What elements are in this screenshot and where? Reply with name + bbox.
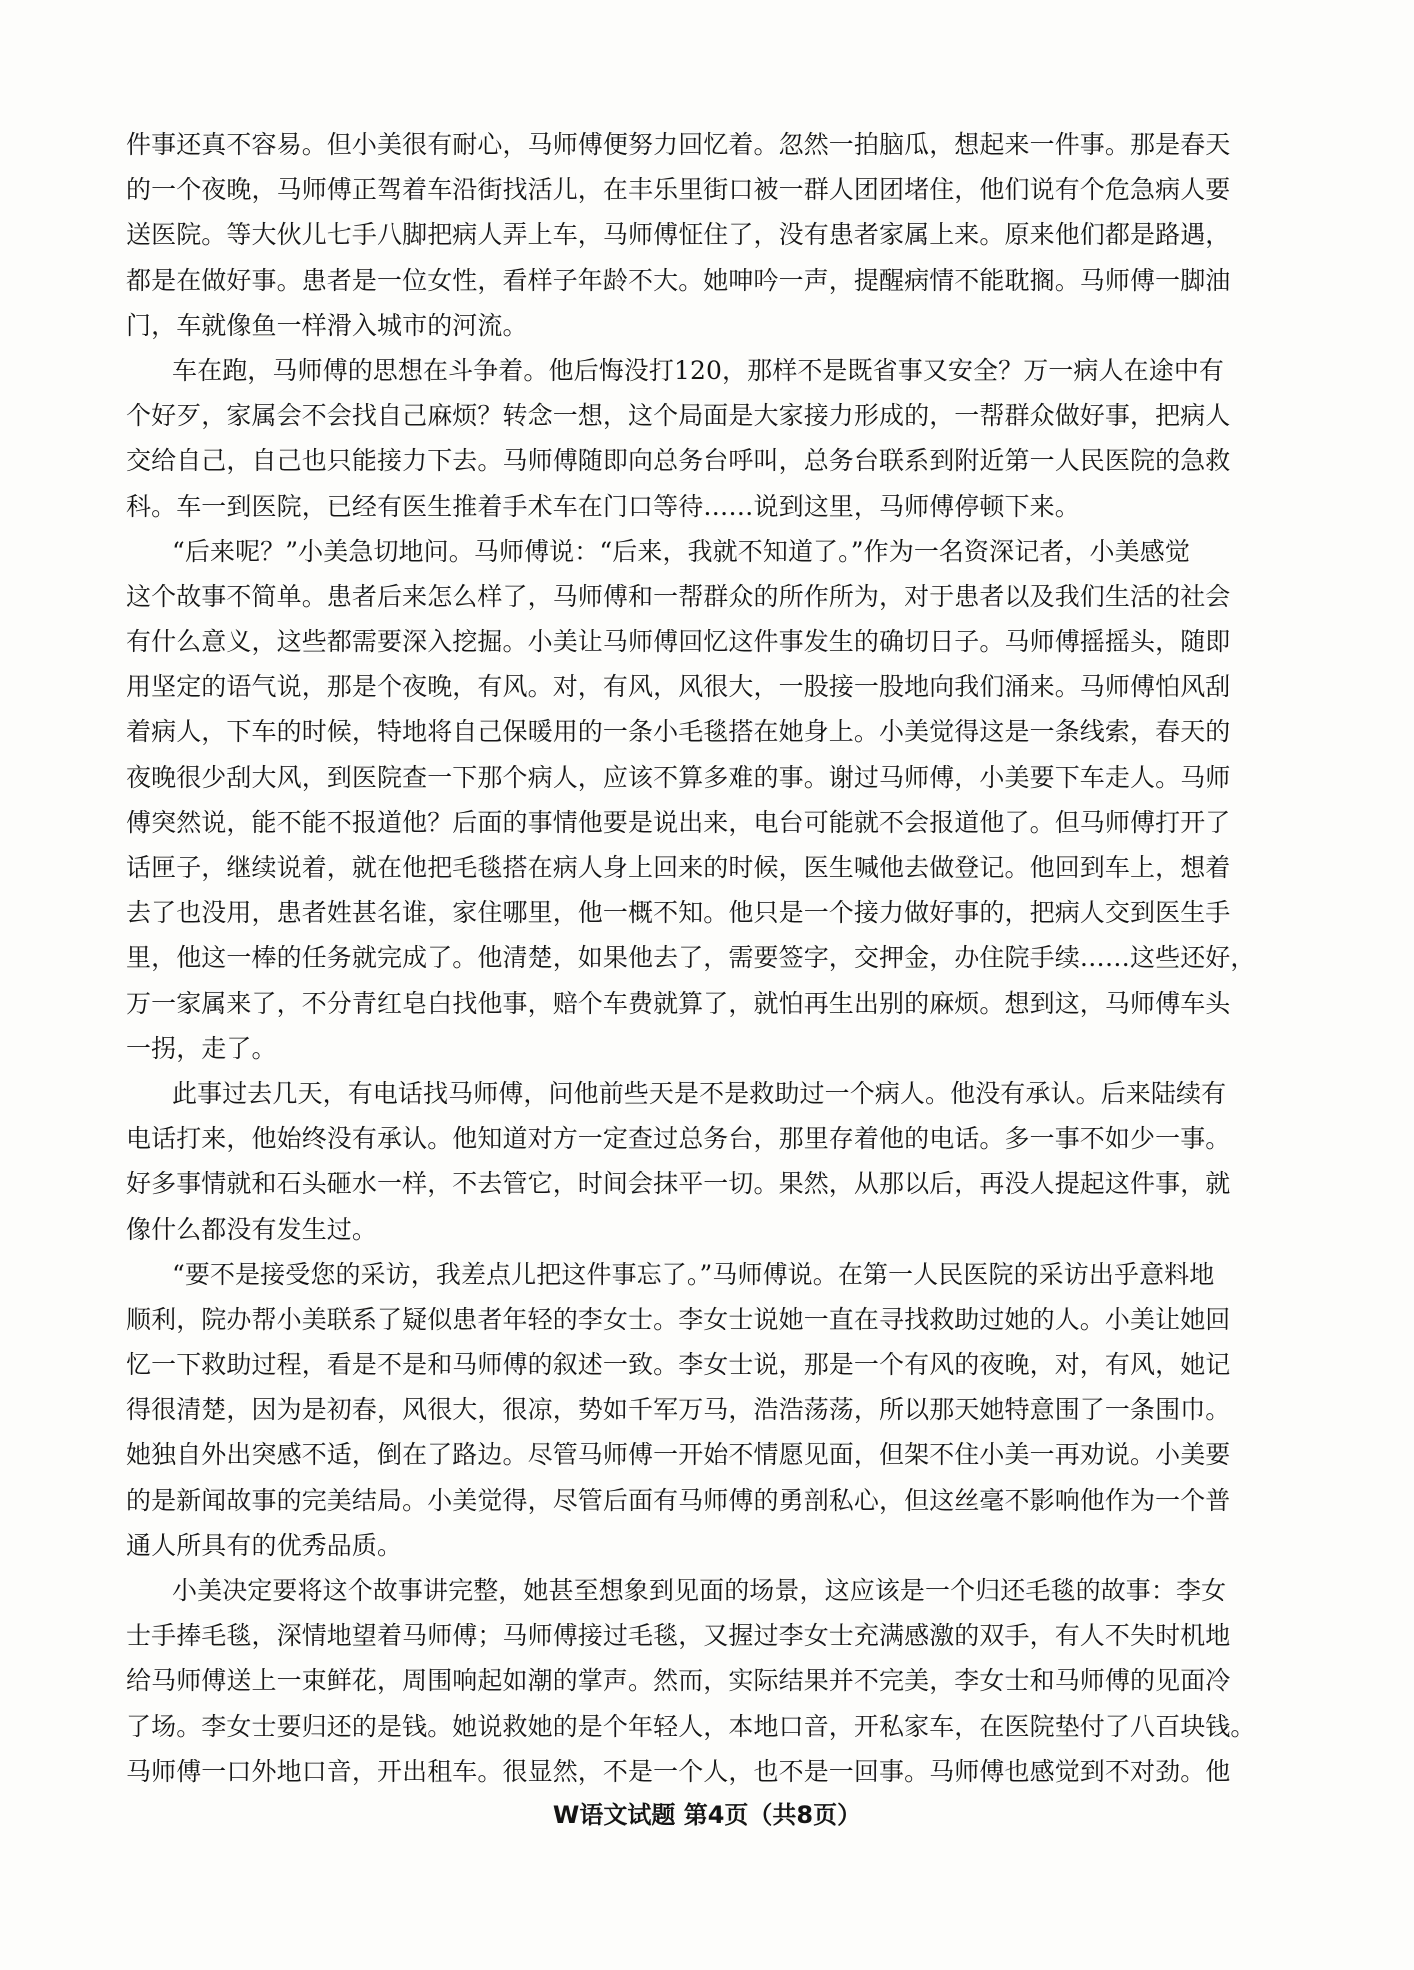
text-line: 像什么都没有发生过。 [126,1214,378,1244]
text-line: 都是在做好事。患者是一位女性，看样子年龄不大。她呻吟一声，提醒病情不能耽搁。马师傅一脚油 [126,265,1231,295]
text-line: 个好歹，家属会不会找自己麻烦？转念一想，这个局面是大家接力形成的，一帮群众做好事，把病人 [126,401,1231,431]
text-line: 好多事情就和石头砸水一样，不去管它，时间会抹平一切。果然，从那以后，再没人提起这件事，就 [126,1169,1231,1199]
text-line: 话匣子，继续说着，就在他把毛毯搭在病人身上回来的时候，医生喊他去做登记。他回到车上，想着 [126,853,1231,882]
text-line: 门，车就像鱼一样滑入城市的河流。 [126,310,528,340]
paragraph-start-line: “后来呢？”小美急切地问。马师傅说：“后来，我就不知道了。”作为一名资深记者，小美感觉 [172,536,1190,566]
text-line: 的一个夜晚，马师傅正驾着车沿街找活儿，在丰乐里街口被一群人团团堵住，他们说有个危急病人要 [126,175,1231,205]
page-footer: W语文试题 第4页（共8页） [552,1801,862,1829]
paragraph-start-line: 小美决定要将这个故事讲完整，她甚至想象到见面的场景，这应该是一个归还毛毯的故事：李女 [172,1576,1227,1605]
text-line: 顺利，院办帮小美联系了疑似患者年轻的李女士。李女士说她一直在寻找救助过她的人。小美让她回 [126,1304,1231,1334]
text-line: 马师傅一口外地口音，开出租车。很显然，不是一个人，也不是一回事。马师傅也感觉到不对劲。他 [126,1756,1231,1786]
text-line: 她独自外出突感不适，倒在了路边。尽管马师傅一开始不情愿见面，但架不住小美一再劝说。小美要 [126,1440,1231,1470]
text-line: 电话打来，他始终没有承认。他知道对方一定查过总务台，那里存着他的电话。多一事不如少一事。 [126,1124,1231,1154]
text-line: 傅突然说，能不能不报道他？后面的事情他要是说出来，电台可能就不会报道他了。但马师傅打开了 [126,807,1231,837]
text-line: 士手捧毛毯，深情地望着马师傅；马师傅接过毛毯，又握过李女士充满感激的双手，有人不失时机地 [126,1621,1231,1651]
text-line: 夜晚很少刮大风，到医院查一下那个病人，应该不算多难的事。谢过马师傅，小美要下车走人。马师 [126,762,1231,792]
paragraph-start-line: “要不是接受您的采访，我差点儿把这件事忘了。”马师傅说。在第一人民医院的采访出乎意料地 [172,1259,1215,1289]
text-line: 一拐，走了。 [126,1033,277,1063]
text-line: 通人所具有的优秀品质。 [126,1530,403,1560]
text-line: 有什么意义，这些都需要深入挖掘。小美让马师傅回忆这件事发生的确切日子。马师傅摇摇头，随即 [126,627,1231,657]
text-line: 得很清楚，因为是初春，风很大，很凉，势如千军万马，浩浩荡荡，所以那天她特意围了一条围巾。 [126,1395,1231,1425]
text-line: 着病人，下车的时候，特地将自己保暖用的一条小毛毯搭在她身上。小美觉得这是一条线索，春天的 [126,717,1231,747]
paragraph-start-line: 此事过去几天，有电话找马师傅，问他前些天是不是救助过一个病人。他没有承认。后来陆续有 [172,1078,1227,1108]
text-line: 用坚定的语气说，那是个夜晚，有风。对，有风，风很大，一股接一股地向我们涌来。马师傅怕风刮 [126,672,1231,702]
text-line: 里，他这一棒的任务就完成了。他清楚，如果他去了，需要签字，交押金，办住院手续……这些还好， [126,943,1256,973]
text-line: 件事还真不容易。但小美很有耐心，马师傅便努力回忆着。忽然一拍脑瓜，想起来一件事。那是春天 [126,130,1231,159]
text-line: 交给自己，自己也只能接力下去。马师傅随即向总务台呼叫，总务台联系到附近第一人民医院的急救 [126,446,1231,476]
text-line: 送医院。等大伙儿七手八脚把病人弄上车，马师傅怔住了，没有患者家属上来。原来他们都是路遇， [126,220,1231,250]
text-line: 去了也没用，患者姓甚名谁，家住哪里，他一概不知。他只是一个接力做好事的，把病人交到医生手 [126,898,1231,928]
text-line: 万一家属来了，不分青红皂白找他事，赔个车费就算了，就怕再生出别的麻烦。想到这，马师傅车头 [126,988,1231,1018]
article-text [126,122,1282,1786]
text-line: 了场。李女士要归还的是钱。她说救她的是个年轻人，本地口音，开私家车，在医院垫付了八百块钱。 [126,1711,1256,1741]
text-line: 科。车一到医院，已经有医生推着手术车在门口等待……说到这里，马师傅停顿下来。 [126,491,1080,521]
text-line: 这个故事不简单。患者后来怎么样了，马师傅和一帮群众的所作所为，对于患者以及我们生活的社会 [126,581,1231,611]
text-line: 的是新闻故事的完美结局。小美觉得，尽管后面有马师傅的勇剖私心，但这丝毫不影响他作为一个普 [126,1485,1231,1515]
text-line: 给马师傅送上一束鲜花，周围响起如潮的掌声。然而，实际结果并不完美，李女士和马师傅的见面冷 [126,1666,1231,1696]
text-line: 忆一下救助过程，看是不是和马师傅的叙述一致。李女士说，那是一个有风的夜晚，对，有风，她记 [126,1350,1231,1380]
paragraph-start-line: 车在跑，马师傅的思想在斗争着。他后悔没打120，那样不是既省事又安全？万一病人在途中有 [172,355,1225,385]
